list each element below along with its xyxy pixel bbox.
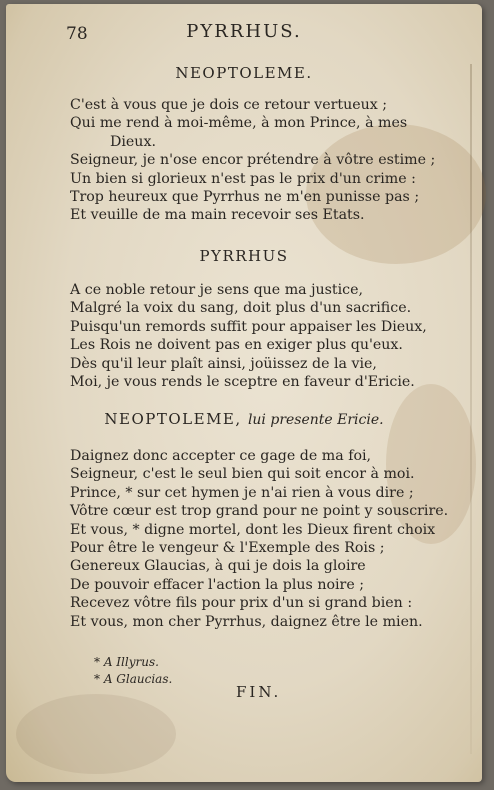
verse-line: Malgré la voix du sang, doit plus d'un sacrifice. xyxy=(70,300,412,317)
speaker-name: PYRRHUS xyxy=(199,247,289,265)
verse-line: Un bien si glorieux n'est pas le prix d'un crime : xyxy=(70,170,416,187)
speaker-heading xyxy=(6,64,482,82)
stage-direction: lui presente Ericie. xyxy=(247,412,384,428)
footnote: * A Glaucias. xyxy=(94,672,173,686)
verse-line: Seigneur, je n'ose encor prétendre à vôtre estime ; xyxy=(70,152,436,169)
verse-line: C'est à vous que je dois ce retour vertueux ; xyxy=(70,97,388,113)
verse-line: Genereux Glaucias, à qui je dois la gloire xyxy=(70,558,366,575)
speaker-heading xyxy=(6,247,482,265)
closing-fin: FIN. xyxy=(236,683,282,701)
footnotes xyxy=(94,654,172,688)
speaker-name: NEOPTOLEME, xyxy=(104,410,242,428)
speaker-name: NEOPTOLEME. xyxy=(175,64,313,82)
book-page xyxy=(6,4,482,782)
verse-line: De pouvoir effacer l'action la plus noire ; xyxy=(70,576,365,593)
verse-line: Et vous, mon cher Pyrrhus, daignez être le mien. xyxy=(70,613,423,630)
verse-line: A ce noble retour je sens que ma justice, xyxy=(70,282,364,298)
footnote: * A Illyrus. xyxy=(94,655,159,669)
page-number: 78 xyxy=(66,24,88,44)
verse-line: Vôtre cœur est trop grand pour ne point y souscrire. xyxy=(70,503,449,520)
verse-line: Puisqu'un remords suffit pour appaiser les Dieux, xyxy=(70,318,427,335)
verse-line: Et veuille de ma main recevoir ses Etats. xyxy=(70,207,365,224)
verse-block xyxy=(70,96,470,225)
verse-line: Trop heureux que Pyrrhus ne m'en punisse pas ; xyxy=(70,189,420,206)
verse-line: Pour être le vengeur & l'Exemple des Rois ; xyxy=(70,540,385,557)
verse-block xyxy=(70,281,470,391)
verse-line: Et vous, * digne mortel, dont les Dieux firent choix xyxy=(70,521,436,538)
verse-line: Prince, * sur cet hymen je n'ai rien à vous dire ; xyxy=(70,484,414,501)
speaker-heading xyxy=(6,410,482,428)
verse-block xyxy=(70,447,470,631)
verse-line: Daignez donc accepter ce gage de ma foi, xyxy=(70,448,372,464)
verse-line: Moi, je vous rends le sceptre en faveur d'Ericie. xyxy=(70,374,415,391)
verse-line: Recevez vôtre fils pour prix d'un si grand bien : xyxy=(70,595,413,612)
page-fold-shadow xyxy=(470,64,472,754)
verse-line: Seigneur, c'est le seul bien qui soit encor à moi. xyxy=(70,466,415,483)
running-head: PYRRHUS. xyxy=(186,21,302,42)
verse-line: Dieux. xyxy=(110,133,156,150)
verse-line: Qui me rend à moi-même, à mon Prince, à mes xyxy=(70,115,408,132)
verse-line: Les Rois ne doivent pas en exiger plus qu'eux. xyxy=(70,337,403,354)
paper-stain xyxy=(16,694,176,774)
verse-line: Dès qu'il leur plaît ainsi, joüissez de la vie, xyxy=(70,355,377,372)
